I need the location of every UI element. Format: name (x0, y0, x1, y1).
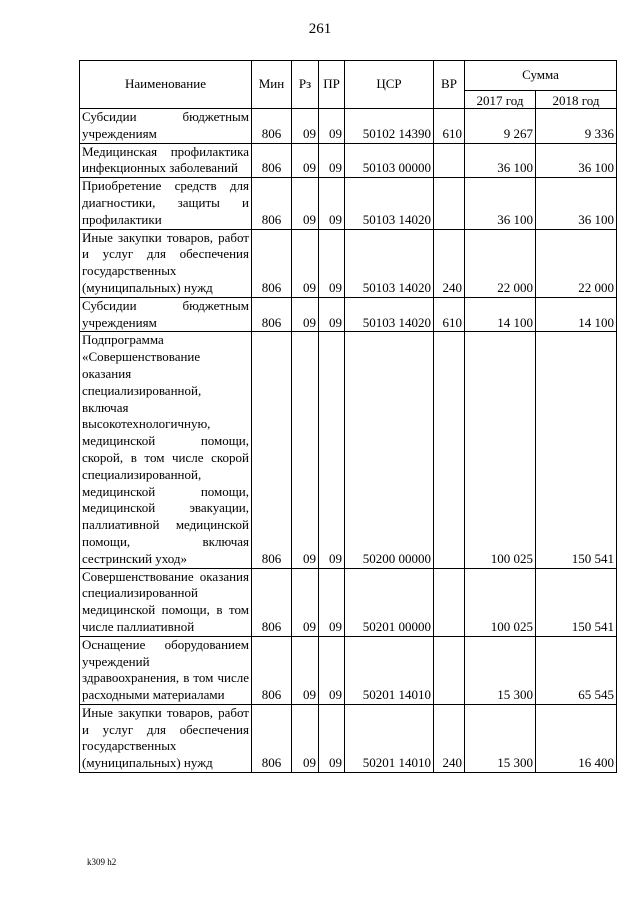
header-csr: ЦСР (345, 61, 434, 109)
cell-vr: 610 (434, 297, 465, 332)
cell-2017: 36 100 (465, 178, 536, 229)
cell-name: Субсидии бюджетным учреждениям (80, 297, 252, 332)
cell-name: Медицинская профилактика инфекционных заболеваний (80, 143, 252, 178)
cell-2018: 9 336 (536, 109, 617, 144)
cell-vr (434, 143, 465, 178)
header-pr: ПР (319, 61, 345, 109)
table-row (80, 332, 617, 568)
table-row (80, 229, 617, 297)
cell-min: 806 (252, 636, 292, 704)
cell-name: Совершенствование оказания специализированной медицинской помощи, в том числе паллиативной (80, 568, 252, 636)
cell-2017: 100 025 (465, 568, 536, 636)
cell-rz: 09 (292, 229, 319, 297)
cell-min: 806 (252, 704, 292, 772)
cell-vr (434, 568, 465, 636)
cell-min: 806 (252, 109, 292, 144)
cell-pr: 09 (319, 178, 345, 229)
cell-min: 806 (252, 332, 292, 568)
cell-name: Иные закупки товаров, работ и услуг для обеспечения государственных (муниципальных) нужд (80, 704, 252, 772)
cell-2018: 65 545 (536, 636, 617, 704)
cell-rz: 09 (292, 109, 319, 144)
cell-rz: 09 (292, 143, 319, 178)
header-year-2017: 2017 год (465, 91, 536, 109)
cell-pr: 09 (319, 636, 345, 704)
cell-vr (434, 332, 465, 568)
cell-name: Оснащение оборудованием учреждений здравоохранения, в том числе расходными материалами (80, 636, 252, 704)
cell-2017: 15 300 (465, 704, 536, 772)
footer-code: k309 h2 (87, 857, 117, 867)
cell-2017: 100 025 (465, 332, 536, 568)
cell-vr: 240 (434, 704, 465, 772)
table-row (80, 178, 617, 229)
header-row (80, 61, 617, 91)
cell-name: Приобретение средств для диагностики, защиты и профилактики (80, 178, 252, 229)
cell-rz: 09 (292, 178, 319, 229)
cell-min: 806 (252, 297, 292, 332)
cell-2017: 36 100 (465, 143, 536, 178)
cell-pr: 09 (319, 229, 345, 297)
table-row (80, 297, 617, 332)
header-min: Мин (252, 61, 292, 109)
cell-vr (434, 178, 465, 229)
cell-csr: 50103 14020 (345, 229, 434, 297)
cell-2018: 22 000 (536, 229, 617, 297)
table-row (80, 704, 617, 772)
cell-2017: 14 100 (465, 297, 536, 332)
header-rz: Рз (292, 61, 319, 109)
cell-csr: 50200 00000 (345, 332, 434, 568)
table-row (80, 109, 617, 144)
cell-min: 806 (252, 178, 292, 229)
header-vr: ВР (434, 61, 465, 109)
table-row (80, 636, 617, 704)
cell-name: Подпрограмма «Совершенствование оказания специализированной, включая высокотехнологичную, медицинской помощи, скорой, в том числе скорой специализированной, медицинской помощи, медицинской эвакуации, паллиативной медицинской помощи, включая сестринский уход» (80, 332, 252, 568)
budget-table (79, 60, 617, 773)
cell-min: 806 (252, 568, 292, 636)
cell-name: Субсидии бюджетным учреждениям (80, 109, 252, 144)
cell-2018: 150 541 (536, 332, 617, 568)
header-name: Наименование (80, 61, 252, 109)
cell-csr: 50103 14020 (345, 297, 434, 332)
cell-rz: 09 (292, 704, 319, 772)
cell-min: 806 (252, 143, 292, 178)
table-row (80, 568, 617, 636)
cell-csr: 50201 14010 (345, 636, 434, 704)
cell-pr: 09 (319, 297, 345, 332)
cell-rz: 09 (292, 297, 319, 332)
cell-pr: 09 (319, 704, 345, 772)
cell-2018: 36 100 (536, 143, 617, 178)
cell-vr: 240 (434, 229, 465, 297)
cell-2018: 14 100 (536, 297, 617, 332)
header-year-2018: 2018 год (536, 91, 617, 109)
cell-csr: 50201 14010 (345, 704, 434, 772)
cell-2018: 36 100 (536, 178, 617, 229)
cell-name: Иные закупки товаров, работ и услуг для обеспечения государственных (муниципальных) нужд (80, 229, 252, 297)
cell-csr: 50103 14020 (345, 178, 434, 229)
cell-min: 806 (252, 229, 292, 297)
cell-2017: 15 300 (465, 636, 536, 704)
cell-2018: 150 541 (536, 568, 617, 636)
cell-2017: 22 000 (465, 229, 536, 297)
cell-rz: 09 (292, 332, 319, 568)
cell-pr: 09 (319, 568, 345, 636)
cell-csr: 50102 14390 (345, 109, 434, 144)
cell-vr (434, 636, 465, 704)
cell-csr: 50201 00000 (345, 568, 434, 636)
page-number: 261 (308, 21, 332, 37)
cell-pr: 09 (319, 143, 345, 178)
cell-pr: 09 (319, 109, 345, 144)
cell-csr: 50103 00000 (345, 143, 434, 178)
cell-pr: 09 (319, 332, 345, 568)
cell-2018: 16 400 (536, 704, 617, 772)
table-row (80, 143, 617, 178)
header-sum: Сумма (465, 61, 617, 91)
cell-2017: 9 267 (465, 109, 536, 144)
cell-rz: 09 (292, 568, 319, 636)
cell-vr: 610 (434, 109, 465, 144)
cell-rz: 09 (292, 636, 319, 704)
